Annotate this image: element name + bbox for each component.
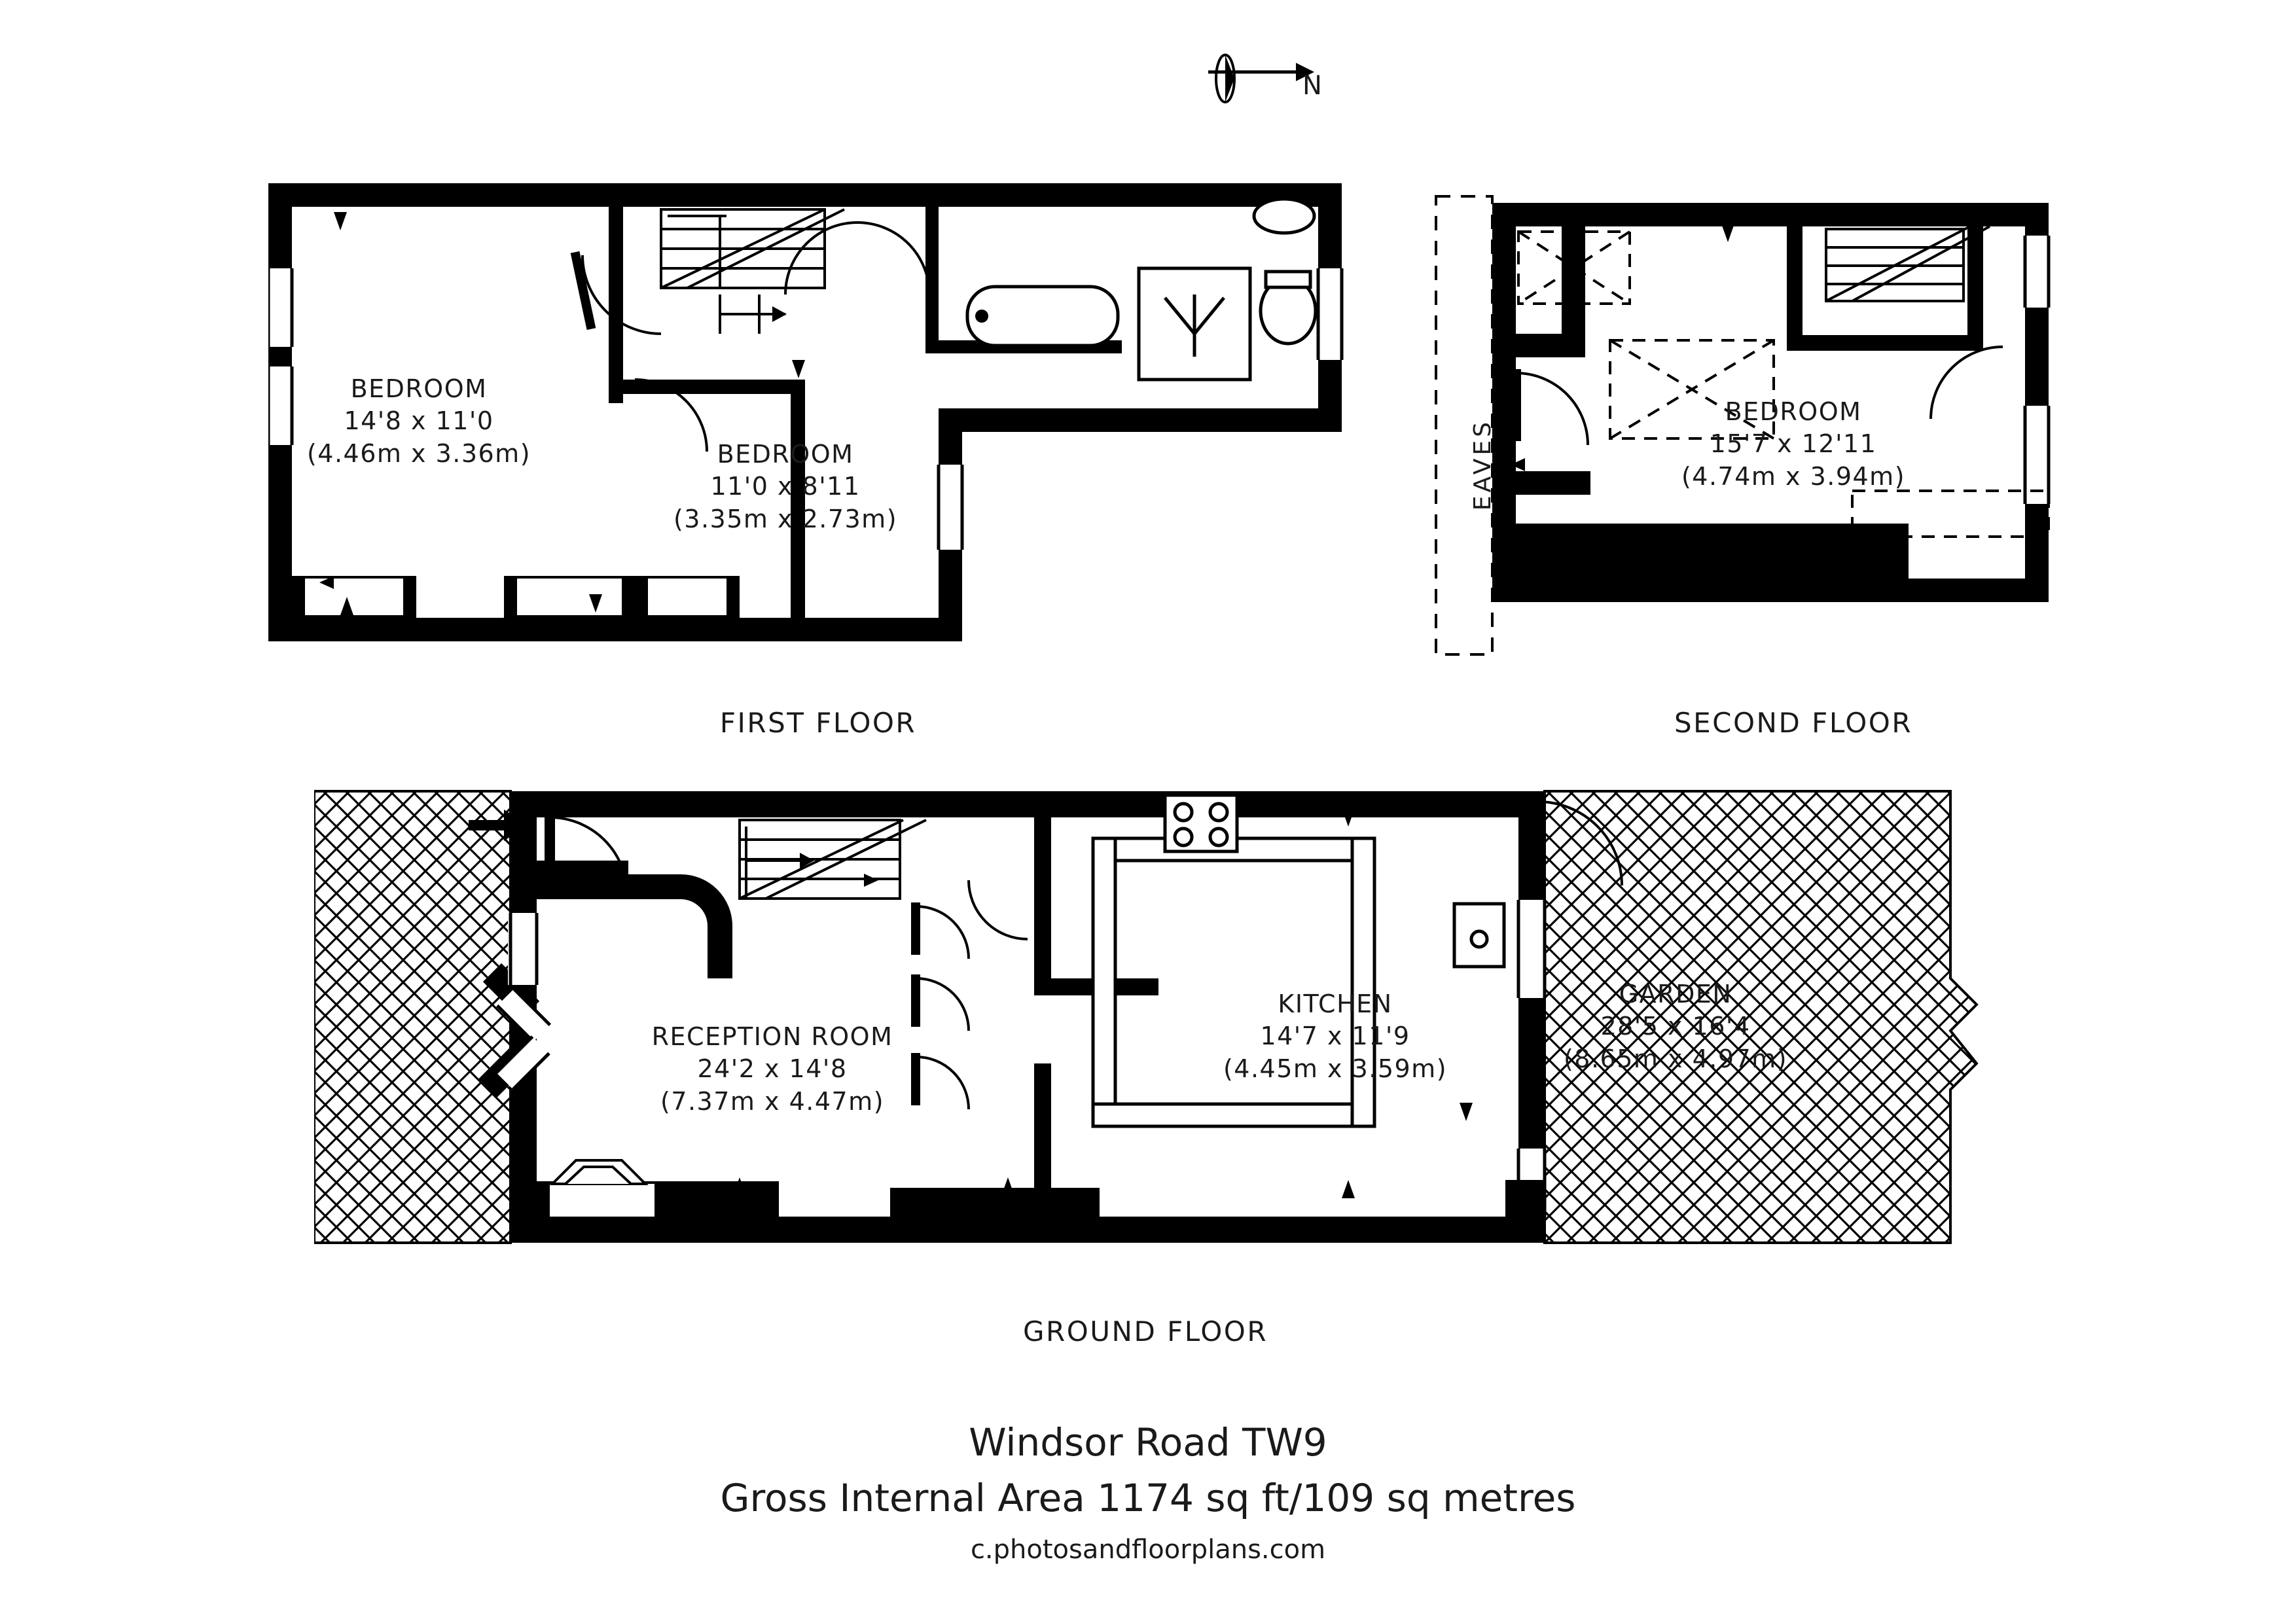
room-dim-metric: (8.65m x 4.97m) xyxy=(1563,1044,1788,1073)
room-dim-imperial: 28'5 x 16'4 xyxy=(1600,1012,1751,1041)
floor-label-ground: GROUND FLOOR xyxy=(1023,1315,1268,1347)
room-dim-imperial: 11'0 x 8'11 xyxy=(710,472,861,501)
room-label-bedroom-3 xyxy=(1545,396,2042,493)
room-dim-metric: (4.45m x 3.59m) xyxy=(1223,1054,1448,1083)
floor-label-first: FIRST FLOOR xyxy=(719,707,917,739)
room-dim-metric: (7.37m x 4.47m) xyxy=(660,1086,885,1116)
room-name: BEDROOM xyxy=(350,374,488,403)
floor-label-second: SECOND FLOOR xyxy=(1674,707,1913,739)
credit-text: c.photosandfloorplans.com xyxy=(970,1535,1326,1565)
room-name: KITCHEN xyxy=(1278,990,1393,1018)
room-label-reception-room xyxy=(524,1021,1021,1118)
room-label-bedroom-1 xyxy=(249,373,589,470)
room-dim-imperial: 14'7 x 11'9 xyxy=(1260,1022,1410,1051)
room-label-kitchen xyxy=(1152,988,1518,1085)
room-name: RECEPTION ROOM xyxy=(651,1022,893,1051)
eaves-label: EAVES xyxy=(1469,419,1496,511)
page-title: Windsor Road TW9 xyxy=(969,1420,1327,1465)
room-dim-imperial: 24'2 x 14'8 xyxy=(697,1054,848,1084)
room-dim-imperial: 15'7 x 12'11 xyxy=(1710,429,1877,459)
room-dim-imperial: 14'8 x 11'0 xyxy=(344,406,494,436)
room-name: BEDROOM xyxy=(1725,397,1862,426)
north-arrow-icon xyxy=(1198,46,1348,111)
room-dim-metric: (3.35m x 2.73m) xyxy=(673,504,898,533)
north-letter: N xyxy=(1302,71,1322,101)
area-summary: Gross Internal Area 1174 sq ft/109 sq metres xyxy=(720,1476,1576,1520)
room-dim-metric: (4.74m x 3.94m) xyxy=(1681,461,1906,491)
room-label-garden xyxy=(1492,978,1859,1075)
room-dim-metric: (4.46m x 3.36m) xyxy=(306,438,531,468)
room-name: BEDROOM xyxy=(717,440,854,469)
room-label-bedroom-2 xyxy=(615,438,956,535)
room-name: GARDEN xyxy=(1619,980,1732,1008)
